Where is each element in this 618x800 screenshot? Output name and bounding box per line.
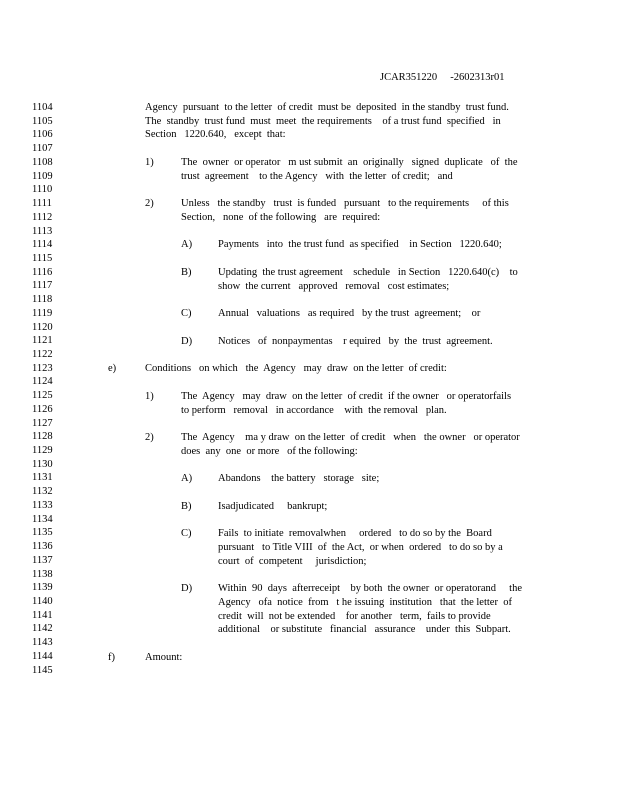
item-marker-e2C: C) [181,528,192,539]
item-marker-2: 2) [145,198,154,209]
line-number: 1139 [32,582,53,594]
text-line-1142: additional or substitute financial assurance under this Subpart. [218,624,511,635]
line-number: 1121 [32,335,53,347]
text-line-1128: The Agency ma y draw on the letter of credit when the owner or operator [181,432,520,443]
subsection-marker-f: f) [108,652,115,663]
line-number: 1114 [32,239,53,251]
item-marker-e2D: D) [181,583,193,594]
text-line-1108: The owner or operator m ust submit an originally signed duplicate of the [181,157,518,168]
text-line-1109: trust agreement to the Agency with the letter of credit; and [181,171,453,182]
item-marker-B: B) [181,267,192,278]
line-number: 1119 [32,307,53,319]
text-line-1112: Section, none of the following are required: [181,212,381,223]
line-number: 1108 [32,156,53,168]
line-number: 1123 [32,362,53,374]
text-line-1136: pursuant to Title VIII of the Act, or when ordered to do so by a [218,542,503,553]
item-marker-1: 1) [145,157,154,168]
line-number: 1106 [32,129,53,141]
line-number: 1131 [32,472,53,484]
text-line-1111: Unless the standby trust is funded pursuant to the requirements of this [181,198,509,209]
line-number: 1112 [32,211,53,223]
text-line-1131: Abandons the battery storage site; [218,473,380,484]
line-number: 1138 [32,568,53,580]
text-line-1105: The standby trust fund must meet the requirements of a trust fund specified in [145,116,501,127]
line-number: 1116 [32,266,53,278]
line-number: 1145 [32,664,53,676]
text-line-1119: Annual valuations as required by the trust agreement; or [218,308,481,319]
item-marker-e2B: B) [181,501,192,512]
line-number: 1132 [32,486,53,498]
text-line-1139: Within 90 days afterreceipt by both the owner or operatorand the [218,583,522,594]
line-number: 1115 [32,252,53,264]
line-number: 1118 [32,294,53,306]
line-number: 1134 [32,513,53,525]
line-number: 1104 [32,102,53,113]
text-line-1144: Amount: [145,652,183,663]
text-line-1133: Isadjudicated bankrupt; [218,501,328,512]
item-marker-e2A: A) [181,473,193,484]
line-number: 1122 [32,349,53,360]
text-line-1140: Agency ofa notice from t he issuing institution that the letter of [218,597,512,608]
document-header-code: JCAR351220 -2602313r01 [380,72,505,83]
subsection-marker-e: e) [108,363,117,374]
line-number: 1110 [32,184,53,196]
line-number: 1135 [32,527,53,539]
line-number: 1124 [32,376,53,388]
line-number: 1142 [32,623,53,635]
text-line-1106: Section 1220.640, except that: [145,129,286,140]
line-number: 1140 [32,595,53,607]
line-number: 1107 [32,143,53,155]
line-number: 1125 [32,390,53,402]
text-line-1125: The Agency may draw on the letter of credit if the owner or operatorfails [181,391,512,402]
line-number: 1126 [32,403,53,415]
line-number: 1144 [32,650,53,662]
line-number: 1127 [32,417,53,429]
line-number: 1137 [32,554,53,566]
text-line-1141: credit will not be extended for another term, fails to provide [218,611,491,622]
text-line-1135: Fails to initiate removalwhen ordered to do so by the Board [218,528,492,539]
line-number: 1143 [32,637,53,649]
line-number: 1109 [32,170,53,182]
line-number: 1105 [32,115,53,127]
line-number: 1133 [32,499,53,511]
line-number: 1141 [32,609,53,621]
text-line-1104: Agency pursuant to the letter of credit must be deposited in the standby trust fund. [145,102,509,113]
line-number: 1136 [32,541,53,552]
line-number: 1120 [32,321,53,333]
line-number: 1117 [32,280,53,292]
line-number: 1113 [32,225,53,237]
line-number: 1128 [32,431,53,443]
text-line-1129: does any one or more of the following: [181,446,358,457]
text-line-1114: Payments into the trust fund as specified in Section 1220.640; [218,239,502,250]
line-number: 1111 [32,198,52,209]
text-line-1137: court of competent jurisdiction; [218,556,367,567]
item-marker-e1: 1) [145,391,154,402]
text-line-1121: Notices of nonpaymentas r equired by the trust agreement. [218,336,493,347]
item-marker-D: D) [181,336,193,347]
text-line-1126: to perform removal in accordance with the removal plan. [181,405,447,416]
text-line-1116: Updating the trust agreement schedule in Section 1220.640(c) to [218,267,518,278]
item-marker-e2: 2) [145,432,154,443]
item-marker-A: A) [181,239,193,250]
text-line-1123: Conditions on which the Agency may draw on the letter of credit: [145,363,447,374]
item-marker-C: C) [181,308,192,319]
line-number: 1129 [32,445,53,456]
text-line-1117: show the current approved removal cost estimates; [218,281,450,292]
line-number: 1130 [32,458,53,470]
